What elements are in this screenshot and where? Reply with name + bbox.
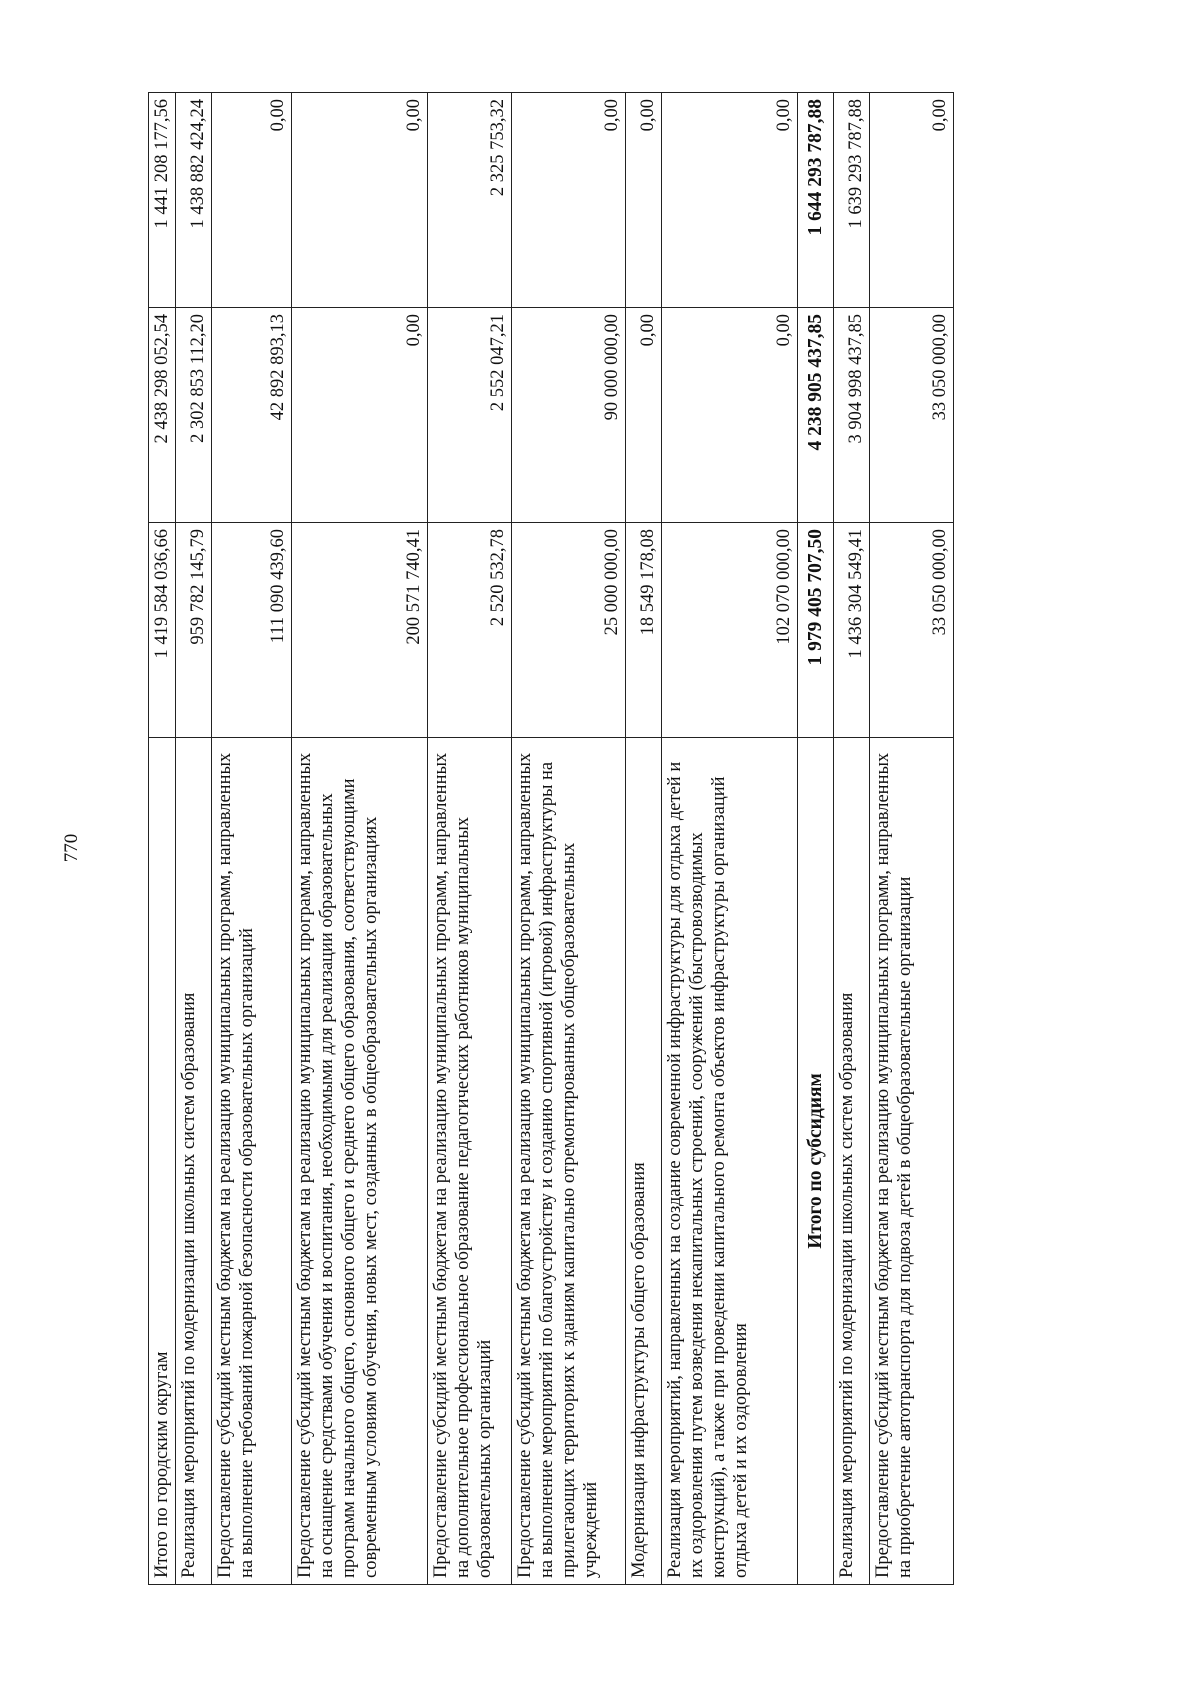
value-year-1: 1 979 405 707,50 bbox=[798, 523, 834, 738]
table-row bbox=[870, 93, 954, 1585]
value-year-2: 0,00 bbox=[292, 308, 428, 523]
value-year-1: 1 419 584 036,66 bbox=[149, 523, 176, 738]
row-label: Предоставление субсидий местным бюджетам на реализацию муниципальных программ, направленных на выполнение мероприятий по благоустройству и созданию спортивной (игровой) инфраструктуры на прилегающих территориях к зданиям капитально отремонтированных общеобразовательных учреждений bbox=[512, 738, 626, 1585]
table-row bbox=[212, 93, 292, 1585]
value-year-2: 42 892 893,13 bbox=[212, 308, 292, 523]
value-year-3: 0,00 bbox=[212, 93, 292, 308]
value-year-2: 2 552 047,21 bbox=[428, 308, 512, 523]
row-label: Итого по субсидиям bbox=[798, 738, 834, 1585]
value-year-1: 200 571 740,41 bbox=[292, 523, 428, 738]
rotated-table-container bbox=[148, 93, 954, 1585]
value-year-3: 0,00 bbox=[626, 93, 662, 308]
value-year-1: 2 520 532,78 bbox=[428, 523, 512, 738]
page-number: 770 bbox=[61, 833, 82, 863]
value-year-3: 0,00 bbox=[870, 93, 954, 308]
budget-table bbox=[148, 92, 954, 1585]
table-row bbox=[512, 93, 626, 1585]
row-label: Реализация мероприятий по модернизации школьных систем образования bbox=[834, 738, 870, 1585]
row-label: Предоставление субсидий местным бюджетам на реализацию муниципальных программ, направленных на оснащение средствами обучения и воспитания, необходимыми для реализации образовательных программ начального общего, основного общего и среднего общего образования, соответствующими современным условиям обучения, новых мест, созданных в общеобразовательных организациях bbox=[292, 738, 428, 1585]
value-year-3: 0,00 bbox=[512, 93, 626, 308]
row-label: Предоставление субсидий местным бюджетам на реализацию муниципальных программ, направленных на приобретение автотранспорта для подвоза детей в общеобразовательные организации bbox=[870, 738, 954, 1585]
value-year-2: 4 238 905 437,85 bbox=[798, 308, 834, 523]
value-year-2: 33 050 000,00 bbox=[870, 308, 954, 523]
value-year-2: 3 904 998 437,85 bbox=[834, 308, 870, 523]
value-year-2: 90 000 000,00 bbox=[512, 308, 626, 523]
table-row bbox=[798, 93, 834, 1585]
value-year-3: 1 438 882 424,24 bbox=[176, 93, 212, 308]
value-year-3: 1 441 208 177,56 bbox=[149, 93, 176, 308]
table-row bbox=[834, 93, 870, 1585]
table-row bbox=[428, 93, 512, 1585]
value-year-2: 2 302 853 112,20 bbox=[176, 308, 212, 523]
value-year-3: 1 644 293 787,88 bbox=[798, 93, 834, 308]
value-year-2: 2 438 298 052,54 bbox=[149, 308, 176, 523]
row-label: Предоставление субсидий местным бюджетам на реализацию муниципальных программ, направленных на дополнительное профессиональное образование педагогических работников муниципальных образовательных организаций bbox=[428, 738, 512, 1585]
row-label: Реализация мероприятий по модернизации школьных систем образования bbox=[176, 738, 212, 1585]
value-year-1: 102 070 000,00 bbox=[662, 523, 798, 738]
table-row bbox=[176, 93, 212, 1585]
value-year-2: 0,00 bbox=[626, 308, 662, 523]
row-label: Предоставление субсидий местным бюджетам на реализацию муниципальных программ, направленных на выполнение требований пожарной безопасности образовательных организаций bbox=[212, 738, 292, 1585]
value-year-1: 111 090 439,60 bbox=[212, 523, 292, 738]
table-row bbox=[292, 93, 428, 1585]
value-year-1: 18 549 178,08 bbox=[626, 523, 662, 738]
row-label: Модернизация инфраструктуры общего образования bbox=[626, 738, 662, 1585]
value-year-1: 33 050 000,00 bbox=[870, 523, 954, 738]
value-year-1: 959 782 145,79 bbox=[176, 523, 212, 738]
budget-table-body bbox=[149, 93, 954, 1585]
table-row bbox=[149, 93, 176, 1585]
value-year-3: 0,00 bbox=[292, 93, 428, 308]
value-year-2: 0,00 bbox=[662, 308, 798, 523]
value-year-3: 2 325 753,32 bbox=[428, 93, 512, 308]
value-year-1: 25 000 000,00 bbox=[512, 523, 626, 738]
table-row bbox=[662, 93, 798, 1585]
value-year-3: 1 639 293 787,88 bbox=[834, 93, 870, 308]
value-year-1: 1 436 304 549,41 bbox=[834, 523, 870, 738]
row-label: Итого по городским округам bbox=[149, 738, 176, 1585]
table-row bbox=[626, 93, 662, 1585]
row-label: Реализация мероприятий, направленных на создание современной инфраструктуры для отдыха детей и их оздоровления путем возведения некапитальных строений, сооружений (быстровозводимых конструкций), а также при проведении капитального ремонта объектов инфраструктуры организаций отдыха детей и их оздоровления bbox=[662, 738, 798, 1585]
value-year-3: 0,00 bbox=[662, 93, 798, 308]
